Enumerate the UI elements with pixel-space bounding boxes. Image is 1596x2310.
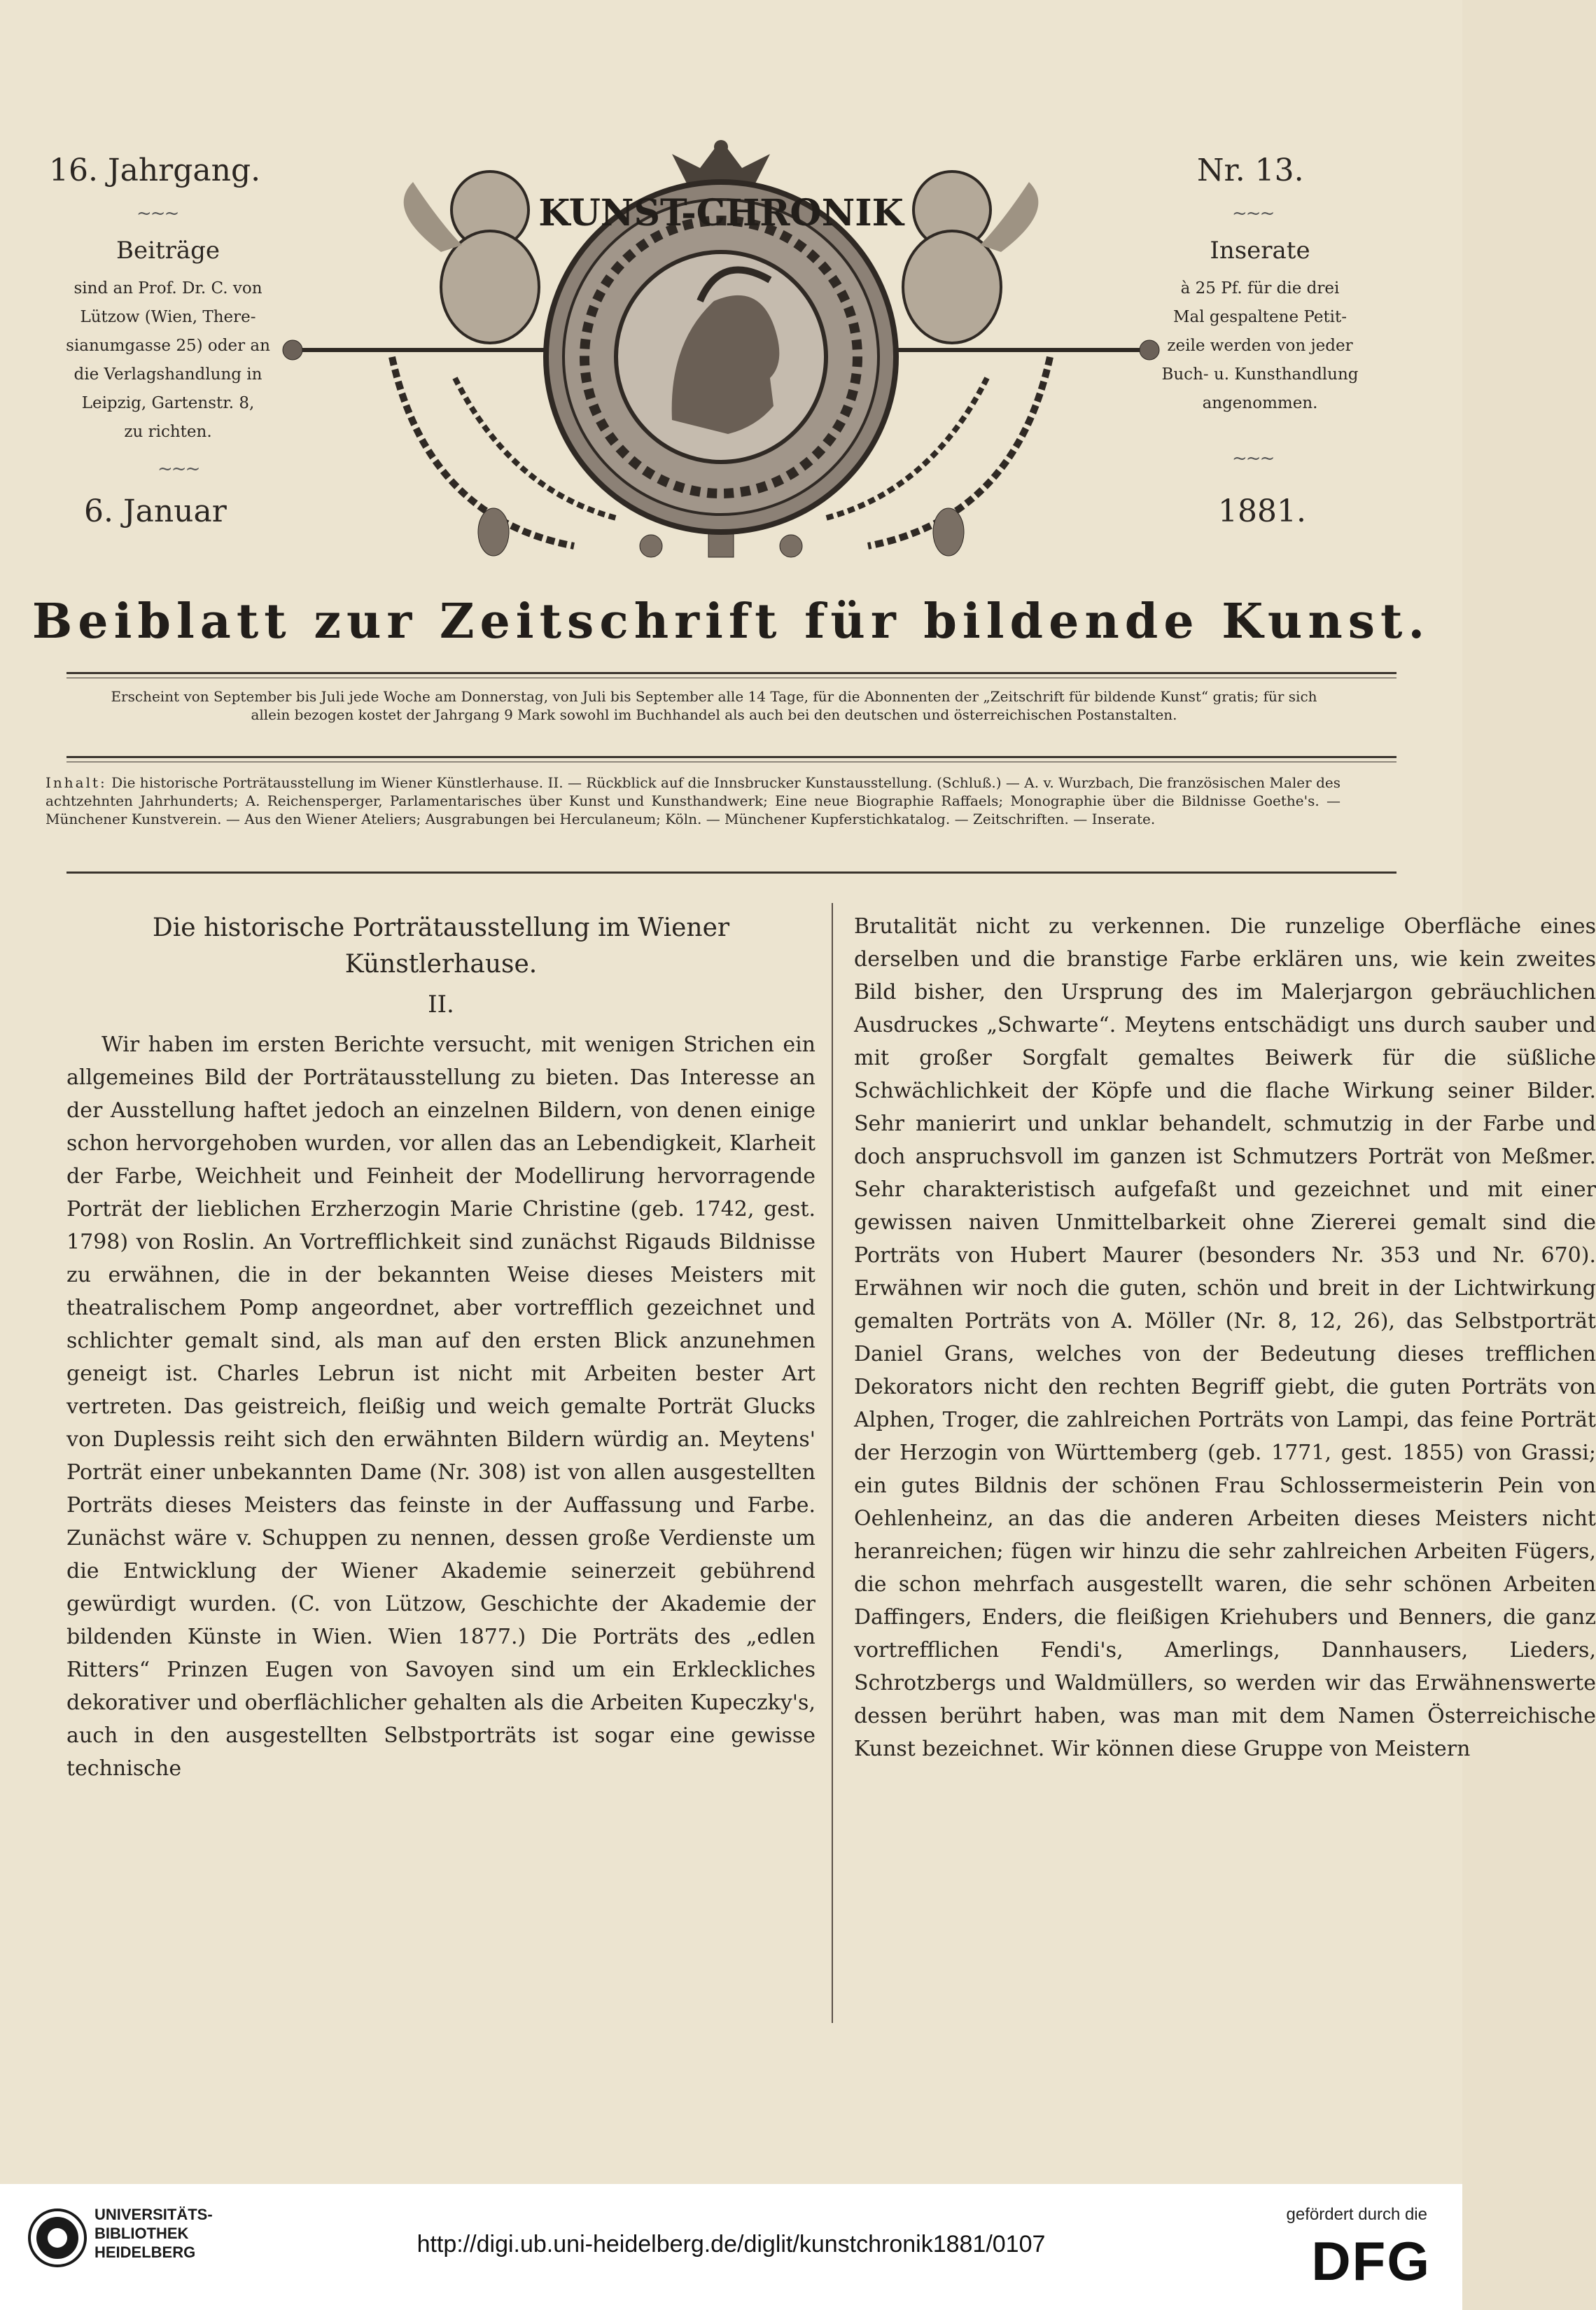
terms-line: Buch- u. Kunsthandlung bbox=[1161, 365, 1359, 384]
athena-medallion-icon bbox=[538, 182, 904, 532]
ornament-squiggle: ~~~ bbox=[158, 458, 200, 479]
source-url-link[interactable]: http://digi.ub.uni-heidelberg.de/diglit/kunstchronik1881/0107 bbox=[416, 2231, 1046, 2258]
university-line: BIBLIOTHEK bbox=[94, 2225, 189, 2242]
issue-year: 1881. bbox=[1218, 493, 1306, 529]
cherub-icon bbox=[903, 172, 1038, 343]
contributions-title: Beiträge bbox=[115, 237, 220, 265]
terms-line: à 25 Pf. für die drei bbox=[1180, 279, 1340, 298]
kunst-chronik-vignette bbox=[280, 126, 1162, 588]
article-column-right bbox=[854, 910, 1596, 1765]
address-line: zu richten. bbox=[124, 423, 212, 441]
address-line: sind an Prof. Dr. C. von bbox=[74, 279, 262, 298]
contents-label: Inhalt: bbox=[46, 774, 107, 791]
column-divider bbox=[832, 903, 833, 2023]
issue-date: 6. Januar bbox=[84, 493, 227, 529]
advertisements-terms bbox=[1127, 274, 1393, 418]
ornament-squiggle: ~~~ bbox=[1232, 203, 1274, 224]
cherub-icon bbox=[404, 172, 539, 343]
address-line: sianumgasse 25) oder an bbox=[66, 337, 270, 355]
terms-line: Mal gespaltene Petit- bbox=[1172, 308, 1348, 326]
divider bbox=[66, 872, 1396, 874]
advertisements-title: Inserate bbox=[1210, 237, 1310, 265]
article-paragraph: Wir haben im ersten Berichte versucht, mit wenigen Strichen ein allgemeines Bild der Porträtausstellung zu bieten. Das Interesse an der Ausstellung haftet jedoch an einzelnen Bildern, von denen einige schon hervorgehoben wurden, vor allen das an Lebendigkeit, Klarheit der Farbe, Weichheit und Feinheit der Modellirung hervorragende Porträt der lieblichen Erzherzogin Marie Christine (geb. 1742, gest. 1798) von Roslin. An Vortrefflichkeit sind zunächst Rigauds Bildnisse zu erwähnen, die in der bekannten Weise dieses Meisters mit theatralischem Pomp angeordnet, aber vortrefflich gezeichnet und schlichter gemalt sind, als man auf den ersten Blick anzunehmen geneigt ist. Charles Lebrun ist nicht mit Arbeiten bester Art vertreten. Das geistreich, fleißig und weich gemalte Porträt Glucks von Duplessis reiht sich den erwähnten Bildern würdig an. Meytens' Porträt einer unbekannten Dame (Nr. 308) ist von allen ausgestellten Porträts dieses Meisters das feinste in der Auffassung und Farbe. Zunächst wäre v. Schuppen zu nennen, dessen große Verdienste um die Entwicklung der Wiener Akademie seinerzeit gebührend gewürdigt wurden. (C. von Lützow, Geschichte der Akademie der bildenden Künste in Wien. Wien 1877.) Die Porträts des „edlen Ritters“ Prinzen Eugen von Savoyen sind um ein Erkleckliches dekorativer und oberflächlicher gehalten als die Arbeiten Kupeczky's, auch in den ausgestellten Selbstporträts ist sogar eine gewisse technische bbox=[66, 1032, 816, 1781]
address-line: Lützow (Wien, There- bbox=[80, 308, 256, 326]
divider bbox=[66, 756, 1396, 758]
ornament-squiggle: ~~~ bbox=[1232, 448, 1274, 469]
subscription-note: Erscheint von September bis Juli jede Woche am Donnerstag, von Juli bis September alle 14 Tage, für die Abonnenten der „Zeitschrift für bildende Kunst“ gratis; für sich allein bezogen kostet der Jahrgang 9 Mark sowohl im Buchhandel als auch bei den deutschen und österreichischen Postanstalten. bbox=[111, 688, 1317, 723]
volume-label: 16. Jahrgang. bbox=[49, 153, 261, 188]
terms-line: angenommen. bbox=[1202, 394, 1318, 412]
university-line: UNIVERSITÄTS- bbox=[94, 2206, 213, 2223]
sponsor-label: gefördert durch die bbox=[1286, 2205, 1427, 2224]
university-line: HEIDELBERG bbox=[94, 2244, 196, 2261]
contents-text: Die historische Porträtausstellung im Wiener Künstlerhause. II. — Rückblick auf die Innsbrucker Kunstausstellung. (Schluß.) — A. v. Wurzbach, Die französischen Maler des achtzehnten Jahrhunderts; A. Reichensperger, Parlamentarisches über Kunst und Kunsthandwerk; Eine neue Biographie Raffaels; Monographie über die Bildnisse Goethe's. — Münchener Kunstverein. — Aus den Wiener Ateliers; Ausgrabungen bei Herculaneum; Köln. — Münchener Kupferstichkatalog. — Zeitschriften. — Inserate. bbox=[46, 774, 1340, 827]
contributions-address bbox=[42, 274, 294, 447]
dfg-logo: DFG bbox=[1311, 2230, 1431, 2292]
terms-line: zeile werden von jeder bbox=[1167, 337, 1353, 355]
article-title: Die historische Porträtausstellung im Wiener Künstlerhause. bbox=[152, 913, 730, 979]
issue-number: Nr. 13. bbox=[1197, 153, 1304, 188]
ornament-squiggle: ~~~ bbox=[136, 203, 178, 224]
article-paragraph: Brutalität nicht zu verkennen. Die runzelige Oberfläche eines derselben und die branstige Farbe erklären uns, wie kein zweites Bild bisher, den Ursprung des im Malerjargon gebräuchlichen Ausdruckes „Schwarte“. Meytens entschädigt uns durch sauber und mit großer Sorgfalt gemaltes Beiwerk für die süßliche Schwächlichkeit der Köpfe und die flache Wirkung seiner Bilder. Sehr manierirt und unklar behandelt, schmutzig in der Farbe und doch anspruchsvoll im ganzen ist Schmutzers Porträt von Meßmer. Sehr charakteristisch aufgefaßt und gezeichnet und mit einer gewissen naiven Unmittelbarkeit ohne Ziererei gemalt sind die Porträts von Hubert Maurer (besonders Nr. 353 und Nr. 670). Erwähnen wir noch die guten, schön und breit in der Lichtwirkung gemalten Porträts von A. Möller (Nr. 8, 12, 26), das Selbstporträt Daniel Grans, welches von der Bedeutung dieses trefflichen Dekorators nicht den rechten Begriff giebt, die guten Porträts von Alphen, Troger, die zahlreichen Porträts von Lampi, das feine Porträt der Herzogin von Württemberg (geb. 1771, gest. 1855) von Grassi; ein gutes Bildnis der schönen Frau Schlossermeisterin Pein von Oehlenheinz, an das die anderen Arbeiten dieses Meisters nicht heranreichen; fügen wir hinzu die sehr zahlreichen Arbeiten Fügers, die schon mehrfach ausgestellt waren, die sehr schönen Arbeiten Daffingers, Enders, die fleißigen Kriehubers und Benners, die ganz vortrefflichen Fendi's, Amerlings, Dannhausers, Lieders, Schrotzbergs und Waldmüllers, so werden wir das Erwähnenswerte dessen berührt haben, was man mit dem Namen Österreichische Kunst bezeichnet. Wir können diese Gruppe von Meistern bbox=[854, 914, 1596, 1761]
address-line: Leipzig, Gartenstr. 8, bbox=[81, 394, 255, 412]
table-of-contents bbox=[46, 774, 1340, 828]
divider bbox=[66, 672, 1396, 674]
address-line: die Verlagshandlung in bbox=[74, 365, 262, 384]
section-number: II. bbox=[428, 990, 454, 1018]
emblem-text: KUNST-CHRONIK bbox=[538, 192, 904, 234]
article-column-left bbox=[66, 910, 816, 1785]
masthead: Beiblatt zur Zeitschrift für bildende Kunst. bbox=[31, 594, 1431, 650]
